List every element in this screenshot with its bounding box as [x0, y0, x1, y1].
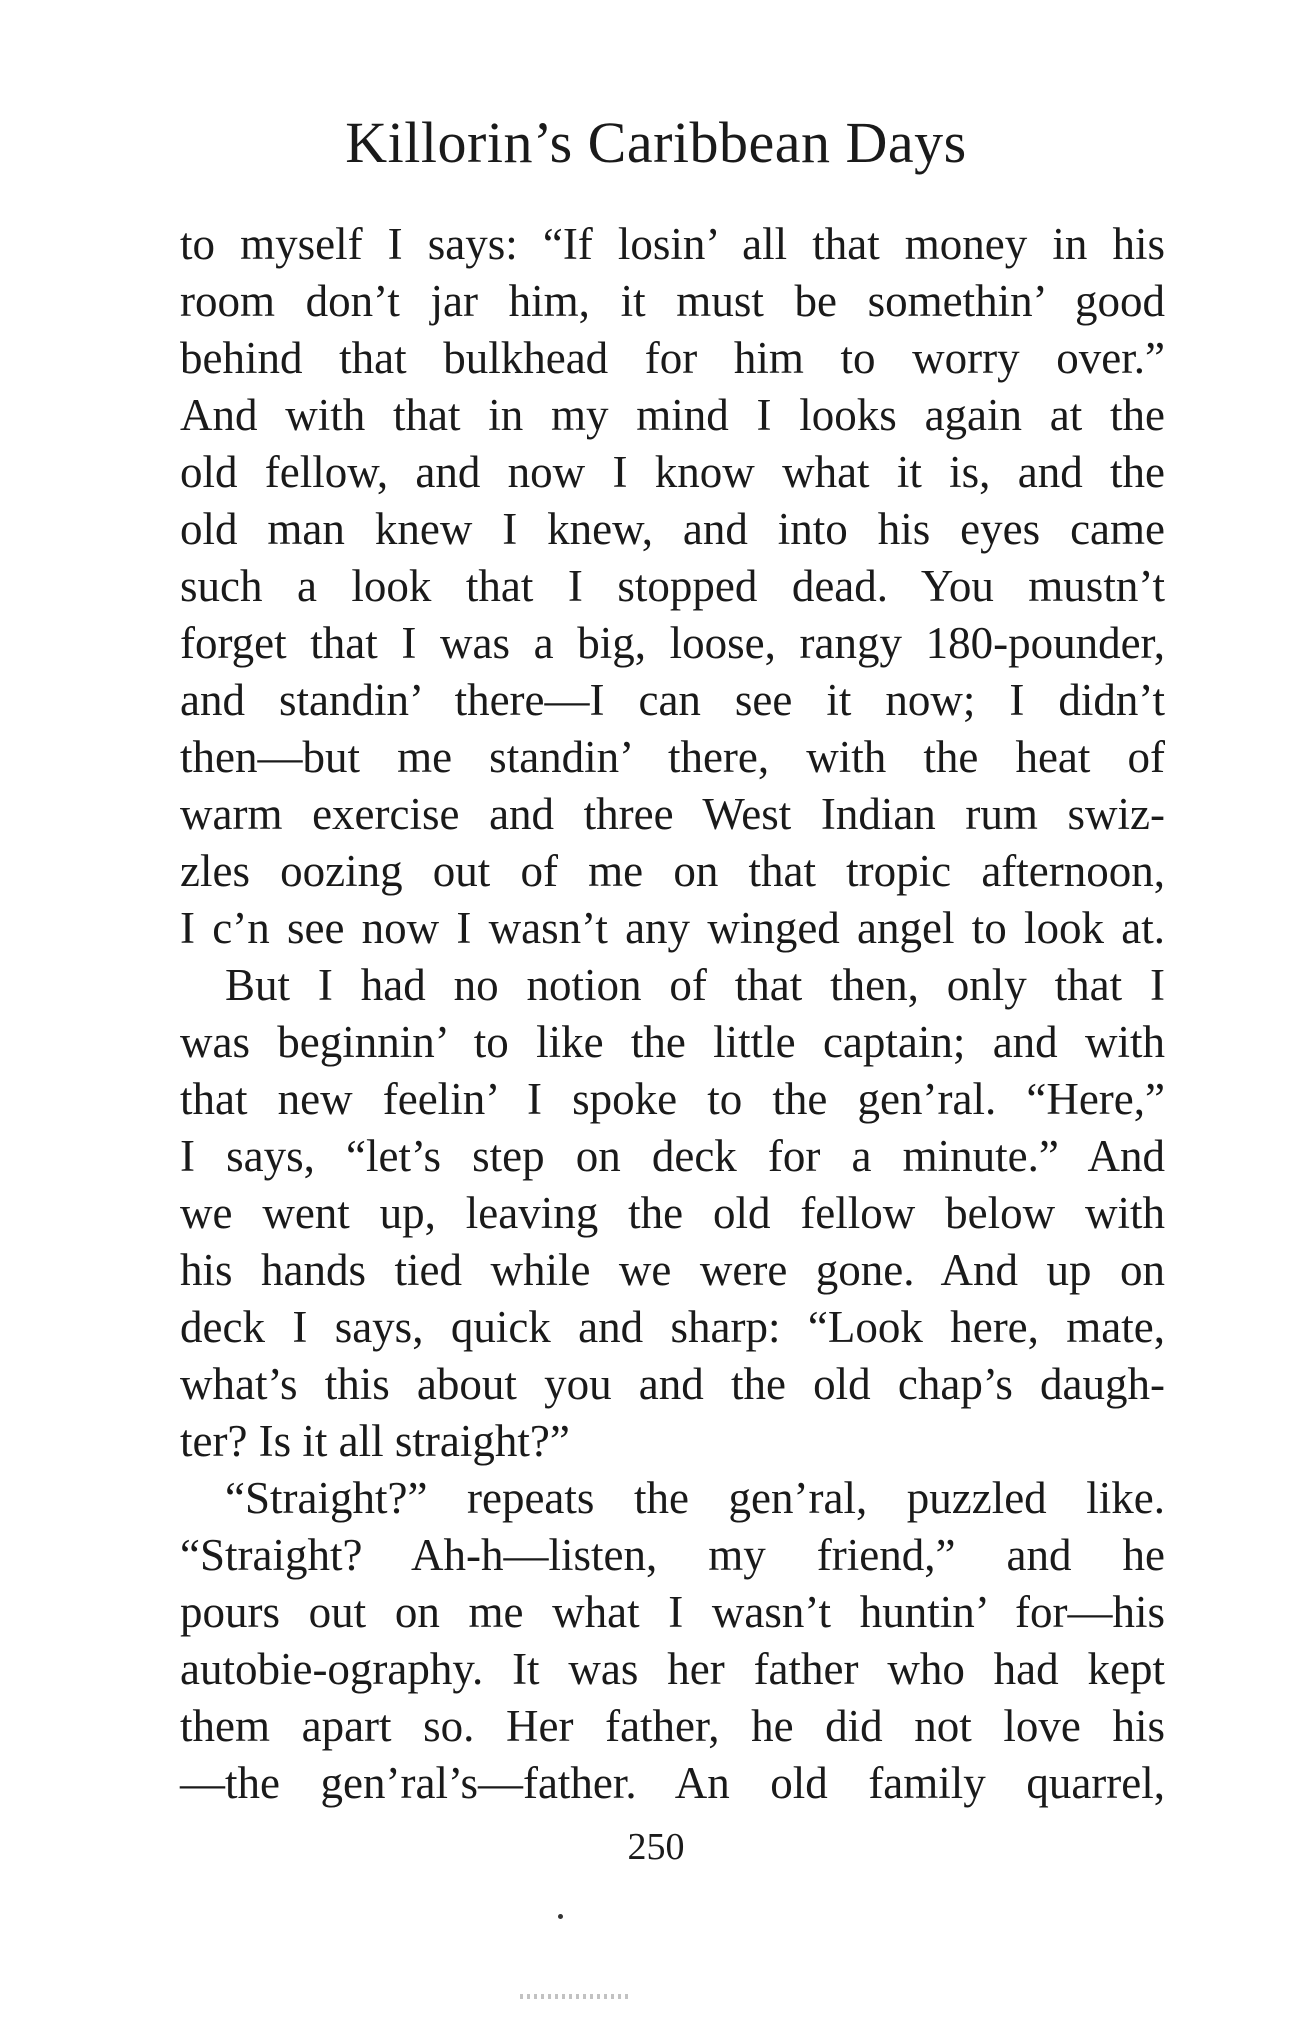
text-line: autobie-ography. It was her father who had kept	[180, 1644, 1165, 1694]
text-line: pours out on me what I wasn’t huntin’ for—his	[180, 1587, 1165, 1637]
text-line: old fellow, and now I know what it is, and the	[180, 447, 1165, 497]
text-line: ter? Is it all straight?”	[180, 1416, 570, 1466]
text-line: deck I says, quick and sharp: “Look here, mate,	[180, 1302, 1165, 1352]
text-line: I says, “let’s step on deck for a minute.” And	[180, 1131, 1165, 1181]
text-line: warm exercise and three West Indian rum swiz-	[180, 789, 1165, 839]
text-line: then—but me standin’ there, with the heat of	[180, 732, 1165, 782]
text-line: —the gen’ral’s—father. An old family quarrel,	[180, 1758, 1165, 1808]
page-number: 250	[627, 1826, 685, 1868]
text-line: old man knew I knew, and into his eyes came	[180, 504, 1165, 554]
text-line: and standin’ there—I can see it now; I didn’t	[180, 675, 1165, 725]
text-line: was beginnin’ to like the little captain; and with	[180, 1017, 1165, 1067]
text-line: such a look that I stopped dead. You mustn’t	[180, 561, 1165, 611]
text-line: zles oozing out of me on that tropic afternoon,	[180, 846, 1165, 896]
text-line: “Straight?” repeats the gen’ral, puzzled like.	[225, 1473, 1165, 1523]
text-line: behind that bulkhead for him to worry over.”	[180, 333, 1165, 383]
ink-speck	[558, 1914, 563, 1919]
text-line: what’s this about you and the old chap’s daugh-	[180, 1359, 1165, 1409]
text-line: “Straight? Ah-h—listen, my friend,” and he	[180, 1530, 1165, 1580]
text-line: his hands tied while we were gone. And up on	[180, 1245, 1165, 1295]
body-text	[180, 216, 1165, 1812]
text-line: And with that in my mind I looks again at the	[180, 390, 1165, 440]
text-line: them apart so. Her father, he did not love his	[180, 1701, 1165, 1751]
scan-smudge	[520, 1994, 630, 1999]
text-line: room don’t jar him, it must be somethin’ good	[180, 276, 1165, 326]
text-line: I c’n see now I wasn’t any winged angel to look at.	[180, 903, 1165, 953]
text-line: But I had no notion of that then, only that I	[225, 960, 1165, 1010]
text-line: we went up, leaving the old fellow below with	[180, 1188, 1165, 1238]
running-head: Killorin’s Caribbean Days	[345, 110, 967, 175]
text-line: to myself I says: “If losin’ all that money in his	[180, 219, 1165, 269]
text-line: forget that I was a big, loose, rangy 180-pounder,	[180, 618, 1165, 668]
text-line: that new feelin’ I spoke to the gen’ral. “Here,”	[180, 1074, 1165, 1124]
